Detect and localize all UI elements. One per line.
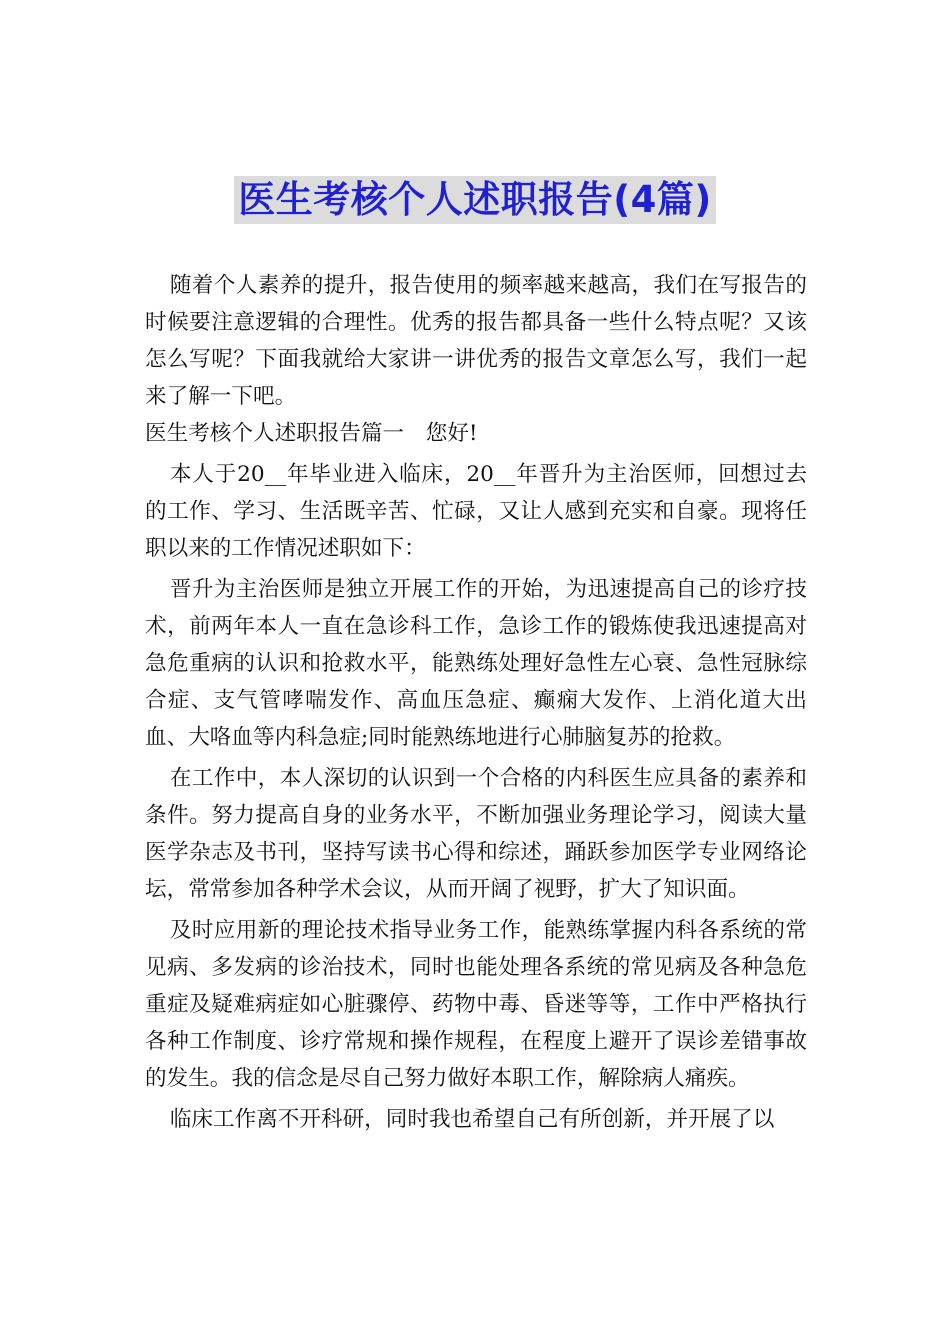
section-heading: 医生考核个人述职报告篇一 您好! [145, 421, 478, 446]
body-paragraph: 晋升为主治医师是独立开展工作的开始，为迅速提高自己的诊疗技术，前两年本人一直在急诊科工作，急诊工作的锻炼使我迅速提高对急危重病的认识和抢救水平，能熟练处理好急性左心衰、急性冠脉综合症、支气管哮喘发作、高血压急症、癫痫大发作、上消化道大出血、大咯血等内科急症;同时能熟练地进行心肺脑复苏的抢救。 [145, 577, 807, 750]
body-paragraph: 在工作中，本人深切的认识到一个合格的内科医生应具备的素养和条件。努力提高自身的业务水平，不断加强业务理论学习，阅读大量医学杂志及书刊，坚持写读书心得和综述，踊跃参加医学专业网络论坛，常常参加各种学术会议，从而开阔了视野，扩大了知识面。 [145, 766, 807, 902]
intro-paragraph: 随着个人素养的提升，报告使用的频率越来越高，我们在写报告的时候要注意逻辑的合理性。优秀的报告都具备一些什么特点呢？又该怎么写呢？下面我就给大家讲一讲优秀的报告文章怎么写，我们一起来了解一下吧。 [145, 273, 807, 409]
document-body [145, 267, 807, 1138]
document-title: 医生考核个人述职报告(4篇) [234, 176, 716, 224]
body-paragraph: 本人于20__年毕业进入临床，20__年晋升为主治医师，回想过去的工作、学习、生活既辛苦、忙碌，又让人感到充实和自豪。现将任职以来的工作情况述职如下： [145, 462, 807, 561]
body-paragraph: 临床工作离不开科研，同时我也希望自己有所创新，并开展了以 [169, 1107, 775, 1132]
body-paragraph: 及时应用新的理论技术指导业务工作，能熟练掌握内科各系统的常见病、多发病的诊治技术，同时也能处理各系统的常见病及各种急危重症及疑难病症如心脏骤停、药物中毒、昏迷等等，工作中严格执行各种工作制度、诊疗常规和操作规程，在程度上避开了误诊差错事故的发生。我的信念是尽自己努力做好本职工作，解除病人痛疾。 [145, 918, 807, 1091]
title-container [0, 176, 950, 224]
